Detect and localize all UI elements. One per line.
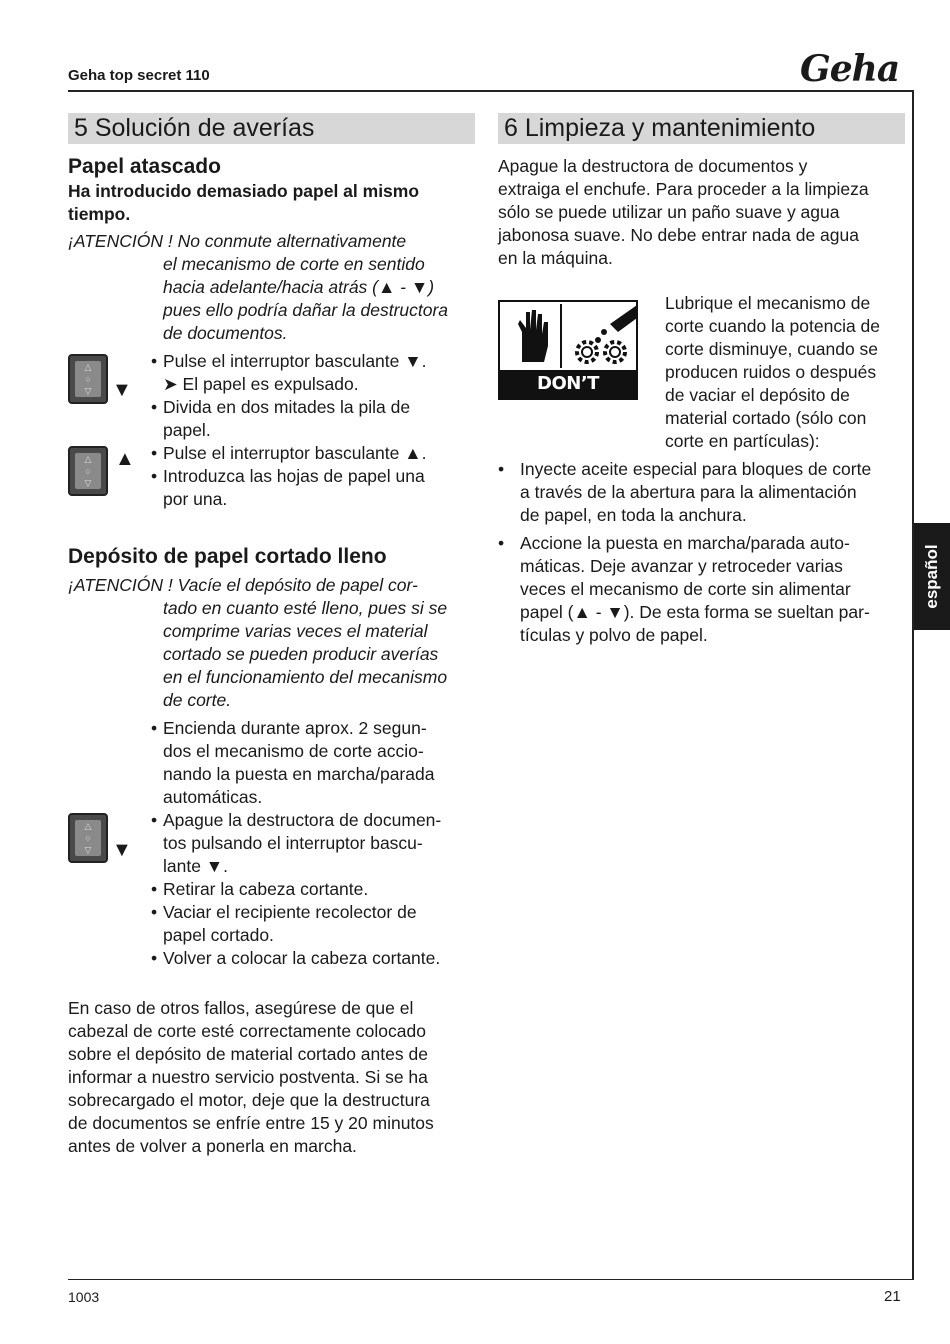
steps-list-c: • Encienda durante aprox. 2 segun- dos el mecanismo de corte accio- nando la puesta en marcha/parada automáticas. • Apague la destructora de documen- tos pulsando el interruptor bascu- lante ▼. • Retirar la cabeza cortante. • Vaciar el recipiente recolector de papel cortado. • Volver a colocar la cabeza cortante. <box>151 717 481 970</box>
steps-list-b <box>151 442 471 511</box>
list-item: papel. <box>163 420 211 440</box>
list-item: • Pulse el interruptor basculante ▼. <box>151 350 471 373</box>
rocker-switch-icon: △ ○ ▽ <box>68 813 108 863</box>
section-6-title: 6 Limpieza y mantenimiento <box>498 113 905 144</box>
document-title: Geha top secret 110 <box>68 67 210 84</box>
attention-block-2: ¡ATENCIÓN ! Vacíe el depósito de papel cor- tado en cuanto esté lleno, pues si se comprime varias veces el material cortado se pueden producir averías en el funcionamiento del mecanismo de corte. <box>68 575 448 710</box>
paper-jam-heading: Papel atascado <box>68 155 221 178</box>
bin-full-heading: Depósito de papel cortado lleno <box>68 545 387 568</box>
hand-and-gears-icon <box>500 302 636 372</box>
rocker-switch-icon: △ ○ ▽ <box>68 446 108 496</box>
list-item: • Pulse el interruptor basculante ▲. <box>151 442 471 465</box>
language-tab-label: español <box>922 544 941 609</box>
header-rule <box>68 90 914 92</box>
dont-forget-badge <box>498 300 638 422</box>
list-item: • Apague la destructora de documen- <box>151 809 481 832</box>
list-item: • Accione la puesta en marcha/parada auto- máticas. Deje avanzar y retroceder varias veces el mecanismo de corte sin alimentar papel (▲ - ▼). De esta forma se sueltan par- tículas y polvo de papel. <box>498 532 910 647</box>
list-item: • Introduzca las hojas de papel una <box>151 465 471 488</box>
down-arrow-icon: ▼ <box>112 379 132 401</box>
attention-block-1: ¡ATENCIÓN ! No conmute alternativamente el mecanismo de corte en sentido hacia adelante/hacia atrás (▲ - ▼) pues ello podría dañar la destructora de documentos. <box>68 231 449 343</box>
closing-paragraph: En caso de otros fallos, asegúrese de que el cabezal de corte esté correctamente colocado sobre el depósito de material cortado antes de informar a nuestro servicio postventa. Si se ha sobrecargado el motor, deje que la destructura de documentos se enfríe entre 15 y 20 minutos antes de volver a ponerla en marcha. <box>68 998 434 1156</box>
maintenance-bullets <box>498 458 910 647</box>
down-arrow-icon: ▼ <box>112 839 132 861</box>
list-item: • Volver a colocar la cabeza cortante. <box>151 947 481 970</box>
list-item: • Divida en dos mitades la pila de <box>151 396 471 419</box>
paper-jam-subheading: Ha introducido demasiado papel al mismo tiempo. <box>68 181 420 224</box>
list-item: ➤ El papel es expulsado. <box>163 374 359 394</box>
document-code: 1003 <box>68 1289 100 1305</box>
section-5-title: 5 Solución de averías <box>68 113 475 144</box>
attention-label: ¡ATENCIÓN ! <box>68 575 173 595</box>
rocker-switch-icon: △ ○ ▽ <box>68 354 108 404</box>
list-item: • Inyecte aceite especial para bloques de corte a través de la abertura para la alimentación de papel, en toda la anchura. <box>498 458 910 527</box>
list-item: • Encienda durante aprox. 2 segun- <box>151 717 481 740</box>
cleaning-intro: Apague la destructora de documentos y extraiga el enchufe. Para proceder a la limpieza sólo se puede utilizar un paño suave y agua jabonosa suave. No debe entrar nada de agua en la máquina. <box>498 156 869 268</box>
lubrication-text: Lubrique el mecanismo de corte cuando la potencia de corte disminuye, cuando se producen ruidos o después de vaciar el depósito de material cortado (sólo con corte en partículas): <box>665 293 881 451</box>
steps-list-a <box>151 350 471 442</box>
list-item: • Retirar la cabeza cortante. <box>151 878 481 901</box>
right-margin-rule <box>912 90 914 1280</box>
footer-rule <box>68 1279 914 1280</box>
geha-logo: Geha <box>800 48 900 90</box>
language-tab <box>914 523 950 630</box>
up-arrow-icon: ▲ <box>115 448 135 470</box>
page-number: 21 <box>884 1288 901 1305</box>
list-item: • Vaciar el recipiente recolector de <box>151 901 481 924</box>
dont-forget-label: DON’T FORGET <box>500 370 636 398</box>
list-item: por una. <box>163 489 228 509</box>
attention-label: ¡ATENCIÓN ! <box>68 231 173 251</box>
